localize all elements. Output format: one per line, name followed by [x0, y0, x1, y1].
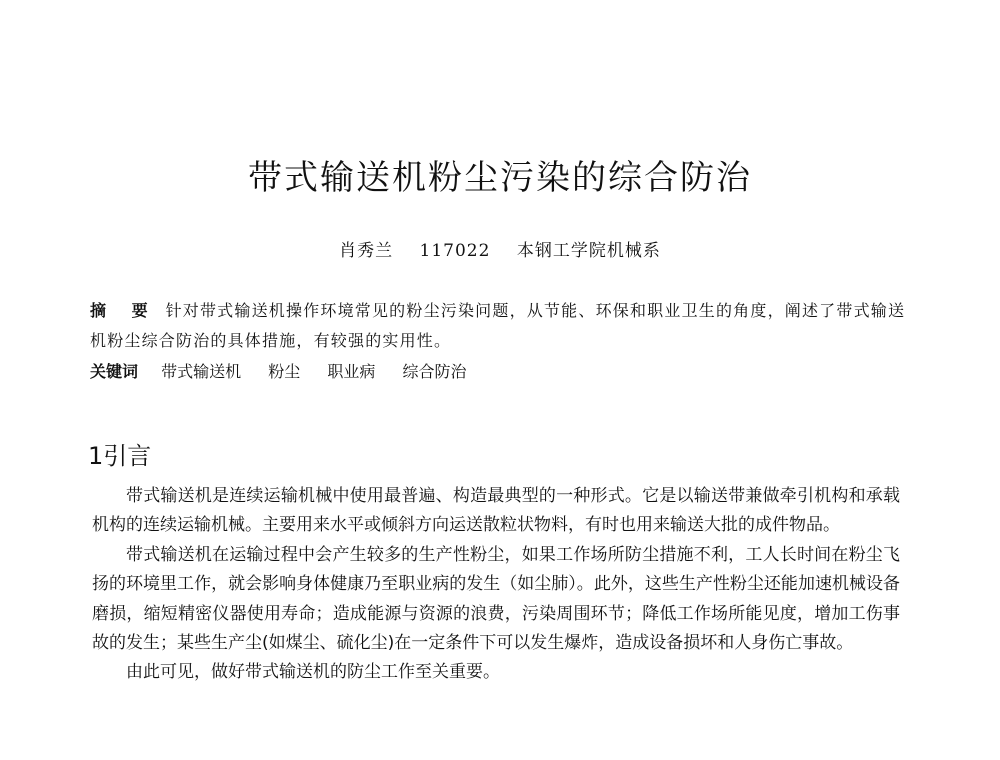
keyword: 粉尘 [268, 362, 301, 381]
keyword: 带式输送机 [161, 362, 242, 381]
abstract-label: 摘 要 [90, 301, 158, 320]
paragraph: 带式输送机在运输过程中会产生较多的生产性粉尘，如果工作场所防尘措施不利，工人长时间在粉尘飞扬的环境里工作，就会影响身体健康乃至职业病的发生（如尘肺）。此外，这些生产性粉尘还能加速机械设备磨损，缩短精密仪器使用寿命；造成能源与资源的浪费，污染周围环节；降低工作场所能见度，增加工伤事故的发生；某些生产尘(如煤尘、硫化尘)在一定条件下可以发生爆炸，造成设备损坏和人身伤亡事故。 [92, 544, 900, 654]
paper-title: 带式输送机粉尘污染的综合防治 [248, 158, 752, 198]
keyword: 综合防治 [402, 362, 467, 381]
keywords [90, 357, 910, 387]
paragraph: 带式输送机是连续运输机械中使用最普遍、构造最典型的一种形式。它是以输送带兼做牵引机构和承载机构的连续运输机械。主要用来水平或倾斜方向运送散粒状物料，有时也用来输送大批的成件物品。 [92, 486, 900, 536]
section-heading: 1引言 [88, 442, 152, 470]
author-affiliation: 本钢工学院机械系 [516, 241, 661, 261]
section-body [92, 482, 900, 688]
author-name: 肖秀兰 [339, 241, 394, 261]
keywords-label: 关键词 [90, 362, 139, 381]
paragraph: 由此可见，做好带式输送机的防尘工作至关重要。 [126, 662, 500, 683]
keyword: 职业病 [327, 362, 376, 381]
author-line [0, 236, 1000, 261]
abstract-text: 针对带式输送机操作环境常见的粉尘污染问题，从节能、环保和职业卫生的角度，阐述了带式输送机粉尘综合防治的具体措施，有较强的实用性。 [90, 301, 906, 350]
abstract [90, 296, 910, 356]
author-postcode: 117022 [419, 241, 491, 261]
